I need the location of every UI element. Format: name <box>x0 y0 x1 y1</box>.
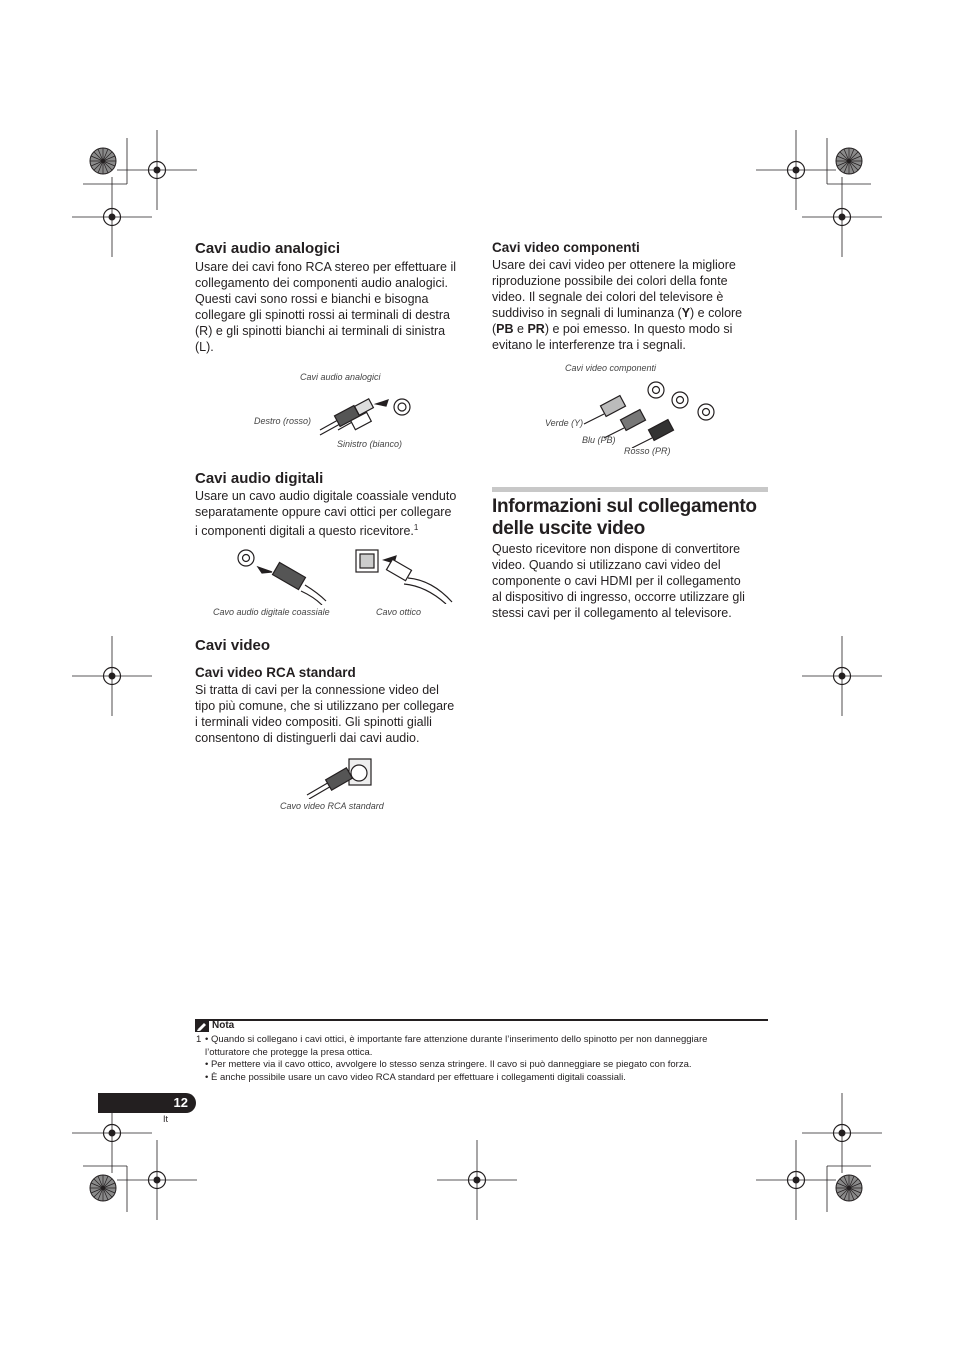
note-rule <box>195 1019 768 1021</box>
text-line <box>492 305 772 321</box>
text-segment: ) e colore <box>690 306 743 320</box>
text-line: i terminali video compositi. Gli spinotti gialli <box>195 715 432 729</box>
text-line: collegare gli spinotti rossi ai terminali di destra <box>195 308 450 322</box>
text-pb-label: PB <box>496 322 514 336</box>
coaxial-cable-illustration <box>230 545 330 605</box>
text-line: stessi cavi per il collegamento al televisore. <box>492 606 732 620</box>
text-line: Questo ricevitore non dispone di convertitore <box>492 542 741 556</box>
text-line: Questi cavi sono rossi e bianchi e bisogna <box>195 292 429 306</box>
note-icon <box>195 1020 209 1032</box>
text-pr-label: PR <box>527 322 545 336</box>
text-segment: ( <box>492 322 497 336</box>
heading-line: delle uscite video <box>492 518 645 539</box>
text-line: Usare dei cavi video per ottenere la migliore <box>492 258 736 272</box>
figure-label-left-white: Sinistro (bianco) <box>337 439 403 449</box>
text-line: componente o cavi HDMI per il collegamento <box>492 574 741 588</box>
text-line: (R) e gli spinotti bianchi ai terminali di sinistra <box>195 324 446 338</box>
footnote-ref: 1 <box>413 523 419 532</box>
text-line: tipo più comune, che si utilizzano per collegare <box>195 699 455 713</box>
text-line <box>492 321 772 337</box>
page-number: 12 <box>173 1095 188 1110</box>
heading-line: Informazioni sul collegamento <box>492 496 757 517</box>
text-line-content: i componenti digitali a questo ricevitore. <box>195 524 414 539</box>
heading-component-video-cables: Cavi video componenti <box>492 240 640 255</box>
figure-label-coaxial: Cavo audio digitale coassiale <box>213 607 330 617</box>
section-separator-bar <box>492 487 768 492</box>
text-segment: ) e poi emesso. In questo modo si <box>544 322 733 336</box>
heading-analog-audio-cables: Cavi audio analogici <box>195 240 341 257</box>
figure-label-green-y: Verde (Y) <box>545 418 584 428</box>
text-line: evitano le interferenze tra i segnali. <box>492 338 686 352</box>
text-line: riproduzione possibile dei colori della fonte <box>492 274 728 288</box>
text-line <box>195 520 475 539</box>
component-video-paragraph <box>492 257 772 353</box>
analog-audio-paragraph <box>195 259 475 355</box>
text-line: video. Quando si utilizzano cavi video del <box>492 558 721 572</box>
figure-label-blue-pb: Blu (PB) <box>582 435 616 445</box>
heading-standard-rca-video: Cavi video RCA standard <box>195 665 356 680</box>
text-line: (L). <box>195 340 214 354</box>
figure-label-optical: Cavo ottico <box>376 607 422 617</box>
heading-video-cables: Cavi video <box>195 637 271 654</box>
text-line: collegamento dei componenti audio analogici. <box>195 276 448 290</box>
note-item: • Quando si collegano i cavi ottici, è importante fare attenzione durante l’inserimento dello spinotto per non danneggiare <box>205 1034 708 1045</box>
analog-rca-plugs-illustration <box>318 390 413 440</box>
text-segment: e <box>513 322 528 336</box>
language-code: It <box>163 1114 169 1124</box>
note-item: • Per mettere via il cavo ottico, avvolgere lo stesso senza stringere. Il cavo si può danneggiare se piegato con forza. <box>205 1059 692 1070</box>
text-line: separatamente oppure cavi ottici per collegare <box>195 505 452 519</box>
rca-video-cable-illustration <box>305 757 377 799</box>
text-line: Usare un cavo audio digitale coassiale venduto <box>195 489 457 503</box>
note-number: 1 <box>196 1034 202 1045</box>
page-number-badge <box>98 1093 196 1113</box>
note-item-continuation: l’otturatore che protegge la presa ottica. <box>205 1046 373 1058</box>
text-line: Usare dei cavi fono RCA stereo per effettuare il <box>195 260 457 274</box>
heading-digital-audio-cables: Cavi audio digitali <box>195 470 324 487</box>
note-title: Nota <box>212 1020 235 1031</box>
video-output-paragraph <box>492 541 777 621</box>
figure-label-red-pr: Rosso (PR) <box>624 446 671 456</box>
text-y-label: Y <box>681 306 691 320</box>
text-line: consentono di distinguerli dai cavi audio. <box>195 731 420 745</box>
figure-label-right-red: Destro (rosso) <box>254 416 312 426</box>
figure-caption-analog-title: Cavi audio analogici <box>300 372 381 382</box>
digital-audio-paragraph <box>195 488 475 539</box>
figure-label-rca-video: Cavo video RCA standard <box>280 801 384 811</box>
note-list <box>205 1034 770 1084</box>
text-line: Si tratta di cavi per la connessione video del <box>195 683 439 697</box>
text-line: video. Il segnale dei colori del televisore è <box>492 290 724 304</box>
figure-caption-component-title: Cavi video componenti <box>565 363 657 373</box>
optical-cable-illustration <box>352 546 454 604</box>
heading-video-output-connection <box>492 496 782 540</box>
text-line: al dispositivo di ingresso, occorre utilizzare gli <box>492 590 745 604</box>
note-item: • È anche possibile usare un cavo video RCA standard per effettuare i collegamenti digitali coassiali. <box>205 1071 626 1083</box>
standard-rca-video-paragraph <box>195 682 475 746</box>
text-segment: suddiviso in segnali di luminanza ( <box>492 306 682 320</box>
